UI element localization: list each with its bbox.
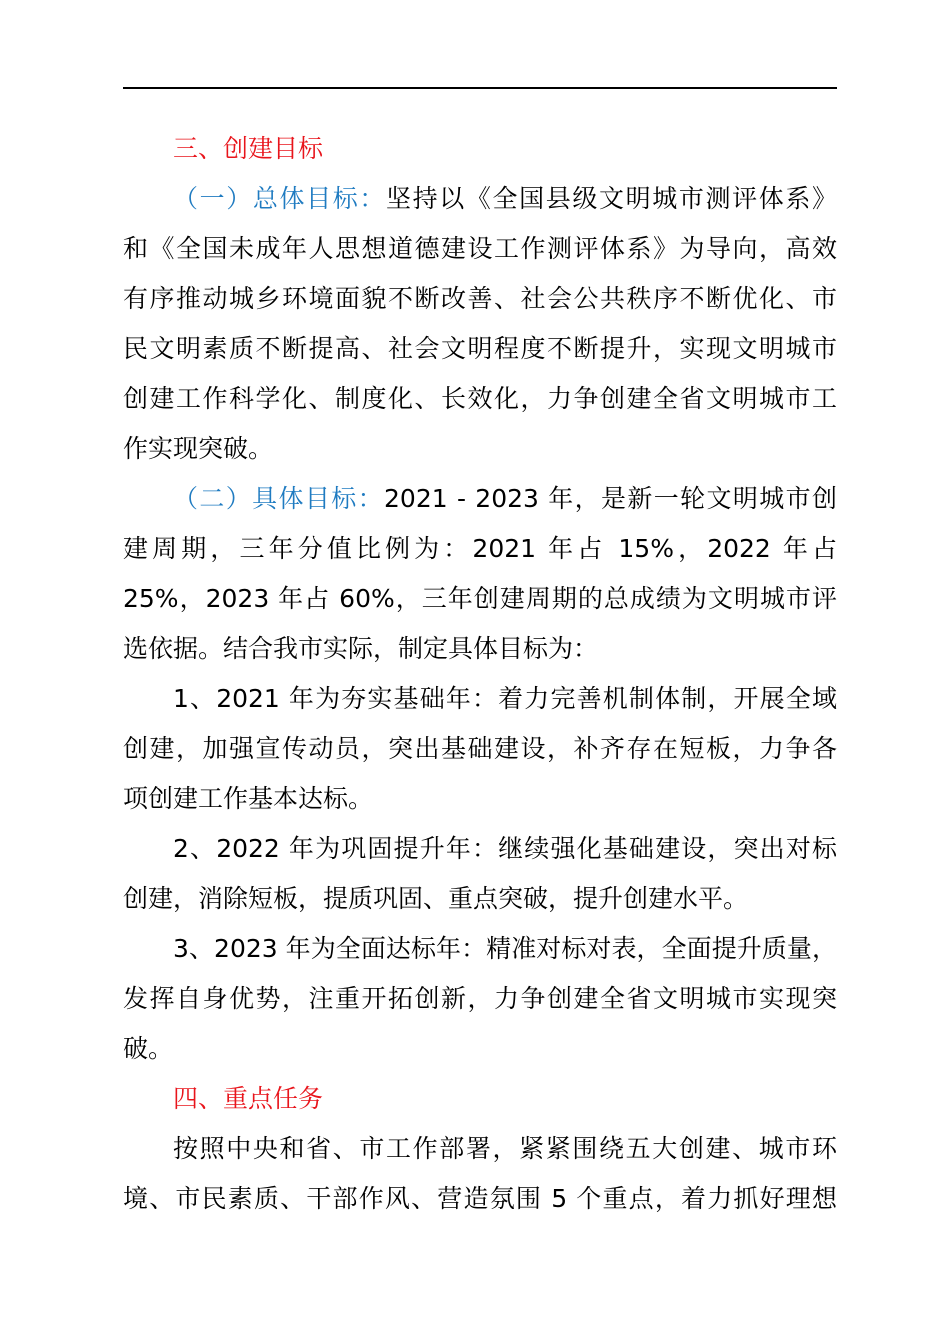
subheading-overall-goals: （一）总体目标： (173, 184, 386, 213)
paragraph-overall-goals (123, 174, 837, 474)
paragraph-specific-goals (123, 474, 837, 674)
list-item-goal-2022 (123, 824, 837, 924)
section-heading-goals: 三、创建目标 (173, 134, 324, 163)
paragraph-line: 作实现突破。 (123, 434, 274, 463)
paragraph-line: 项创建工作基本达标。 (123, 784, 374, 813)
paragraph-line: 2、2022 年为巩固提升年：继续强化基础建设，突出对标 (173, 834, 837, 863)
paragraph-line: 和《全国未成年人思想道德建设工作测评体系》为导向，高效 (123, 234, 837, 263)
section-heading-key-tasks: 四、重点任务 (173, 1084, 324, 1113)
paragraph-line: （一）总体目标：坚持以《全国县级文明城市测评体系》 (173, 184, 837, 213)
paragraph-line: 创建，加强宣传动员，突出基础建设，补齐存在短板，力争各 (123, 734, 837, 763)
header-rule (123, 87, 837, 89)
list-item-goal-2023 (123, 924, 837, 1074)
paragraph-line: 1、2021 年为夯实基础年：着力完善机制体制，开展全域 (173, 684, 837, 713)
paragraph-line: 有序推动城乡环境面貌不断改善、社会公共秩序不断优化、市 (123, 284, 837, 313)
paragraph-line: 民文明素质不断提高、社会文明程度不断提升，实现文明城市 (123, 334, 837, 363)
paragraph-line: 破。 (123, 1034, 174, 1063)
paragraph-line: 选依据。结合我市实际，制定具体目标为： (123, 634, 599, 663)
paragraph-line: 25%，2023 年占 60%，三年创建周期的总成绩为文明城市评 (123, 584, 837, 613)
list-item-goal-2021 (123, 674, 837, 824)
subheading-specific-goals: （二）具体目标： (173, 484, 385, 513)
paragraph-line: 3、2023 年为全面达标年：精准对标对表，全面提升质量， (173, 934, 837, 963)
paragraph-line: 创建，消除短板，提质巩固、重点突破，提升创建水平。 (123, 884, 749, 913)
paragraph-key-tasks (123, 1124, 837, 1224)
paragraph-line: 境、市民素质、干部作风、营造氛围 5 个重点，着力抓好理想 (123, 1184, 837, 1213)
paragraph-line: 发挥自身优势，注重开拓创新，力争创建全省文明城市实现突 (123, 984, 837, 1013)
paragraph-line: 按照中央和省、市工作部署，紧紧围绕五大创建、城市环 (173, 1134, 837, 1163)
paragraph-line: 建周期，三年分值比例为：2021 年占 15%，2022 年占 (123, 534, 837, 563)
paragraph-line: 创建工作科学化、制度化、长效化，力争创建全省文明城市工 (123, 384, 837, 413)
document-body (123, 124, 837, 1224)
paragraph-line: （二）具体目标：2021 - 2023 年，是新一轮文明城市创 (173, 484, 837, 513)
